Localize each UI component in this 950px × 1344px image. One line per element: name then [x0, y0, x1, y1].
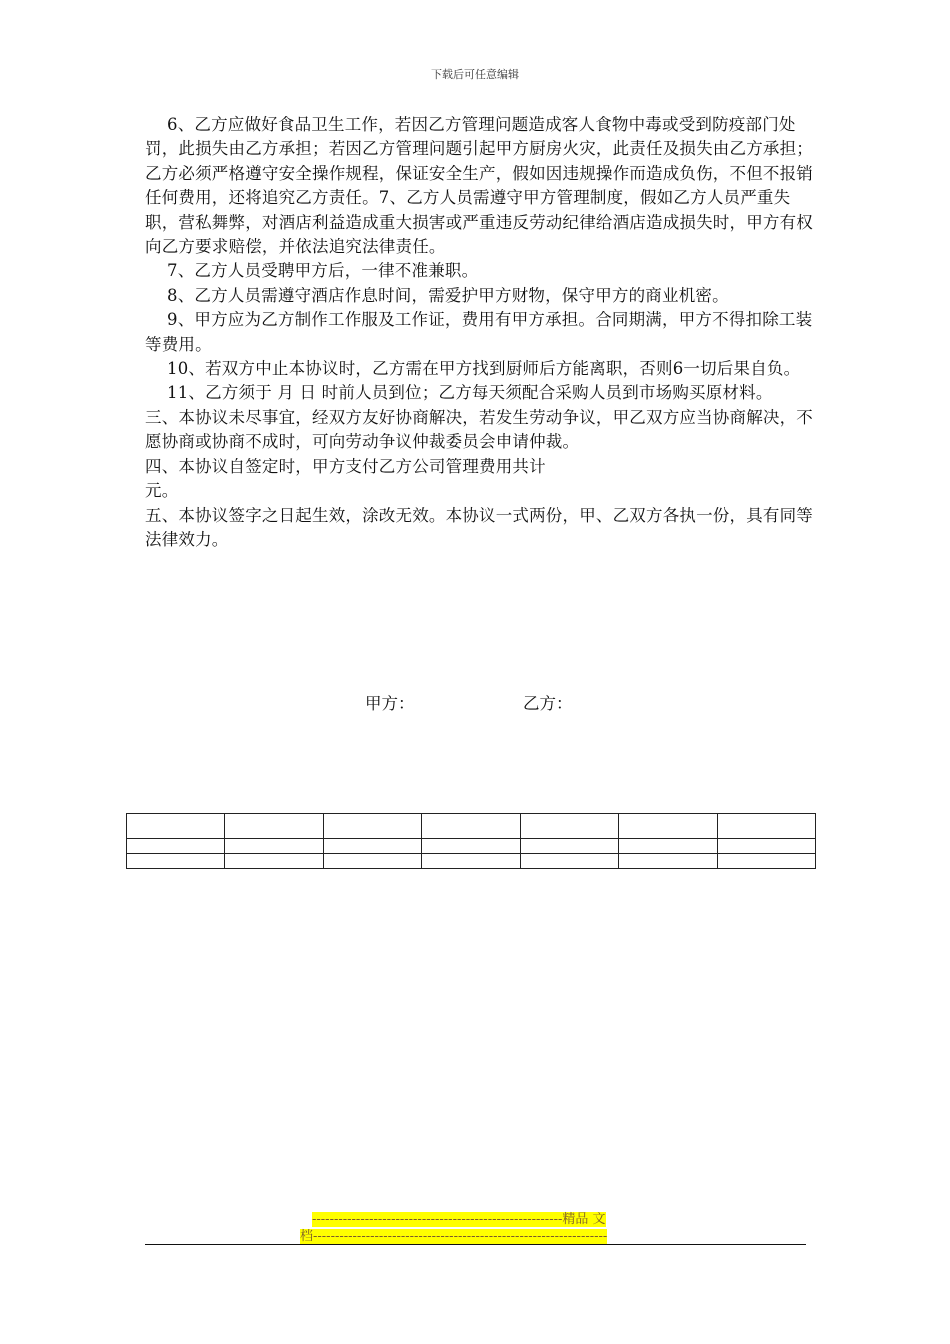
table-cell [520, 854, 618, 869]
footer-watermark [300, 1211, 640, 1245]
clause-10: 10、若双方中止本协议时，乙方需在甲方找到厨师后方能离职，否则6一切后果自负。 [167, 359, 801, 379]
table-cell [422, 854, 520, 869]
clause-11: 11、乙方须于 月 日 时前人员到位；乙方每天须配合采购人员到市场购买原材料。 [167, 383, 773, 403]
party-a-signature: 甲方： [365, 694, 415, 713]
table-cell [127, 854, 225, 869]
table-cell [619, 839, 717, 854]
table-cell [520, 814, 618, 839]
table-cell [323, 814, 421, 839]
table-cell [225, 854, 323, 869]
section-4-unit: 元。 [145, 481, 179, 501]
table-cell [422, 839, 520, 854]
clause-7: 7、乙方人员受聘甲方后，一律不准兼职。 [167, 261, 479, 281]
table-row [127, 839, 816, 854]
clause-8: 8、乙方人员需遵守酒店作息时间，需爱护甲方财物，保守甲方的商业机密。 [167, 285, 729, 305]
table-row [127, 854, 816, 869]
table-cell [422, 814, 520, 839]
table-cell [225, 839, 323, 854]
table-cell [127, 814, 225, 839]
footer-divider [145, 1244, 806, 1245]
section-5: 五、本协议签字之日起生效，涂改无效。本协议一式两份，甲、乙双方各执一份，具有同等法律效力。 [145, 505, 813, 549]
section-4: 四、本协议自签定时，甲方支付乙方公司管理费用共计 [145, 456, 546, 476]
table-cell [323, 854, 421, 869]
table-cell [717, 839, 815, 854]
agreement-body [145, 113, 813, 552]
table-cell [717, 814, 815, 839]
clause-6: 6、乙方应做好食品卫生工作，若因乙方管理问题造成客人食物中毒或受到防疫部门处罚，此损失由乙方承担；若因乙方管理问题引起甲方厨房火灾，此责任及损失由乙方承担；乙方必须严格遵守安全操作规程，保证安全生产，假如因违规操作而造成负伤，不但不报销任何费用，还将追究乙方责任。7、乙方人员需遵守甲方管理制度，假如乙方人员严重失职，营私舞弊，对酒店利益造成重大损害或严重违反劳动纪律给酒店造成损失时，甲方有权向乙方要求赔偿，并依法追究法律责任。 [145, 115, 813, 257]
table-cell [520, 839, 618, 854]
section-3: 三、本协议未尽事宜，经双方友好协商解决，若发生劳动争议，甲乙双方应当协商解决，不愿协商或协商不成时，可向劳动争议仲裁委员会申请仲裁。 [145, 407, 813, 452]
table-cell [225, 814, 323, 839]
clause-9: 9、甲方应为乙方制作工作服及工作证，费用有甲方承担。合同期满，甲方不得扣除工装等费用。 [145, 310, 813, 354]
footer-line-2: 档------------------------------------------------------------------- [300, 1229, 608, 1244]
page-header: 下载后可任意编辑 [431, 68, 519, 81]
table-cell [127, 839, 225, 854]
table-row [127, 814, 816, 839]
table-cell [619, 854, 717, 869]
table-cell [619, 814, 717, 839]
party-b-signature: 乙方： [523, 694, 573, 713]
footer-line-1: ---------------------------------------------------------精品 文 [312, 1212, 606, 1227]
table-cell [323, 839, 421, 854]
blank-table [126, 813, 816, 869]
table-cell [717, 854, 815, 869]
